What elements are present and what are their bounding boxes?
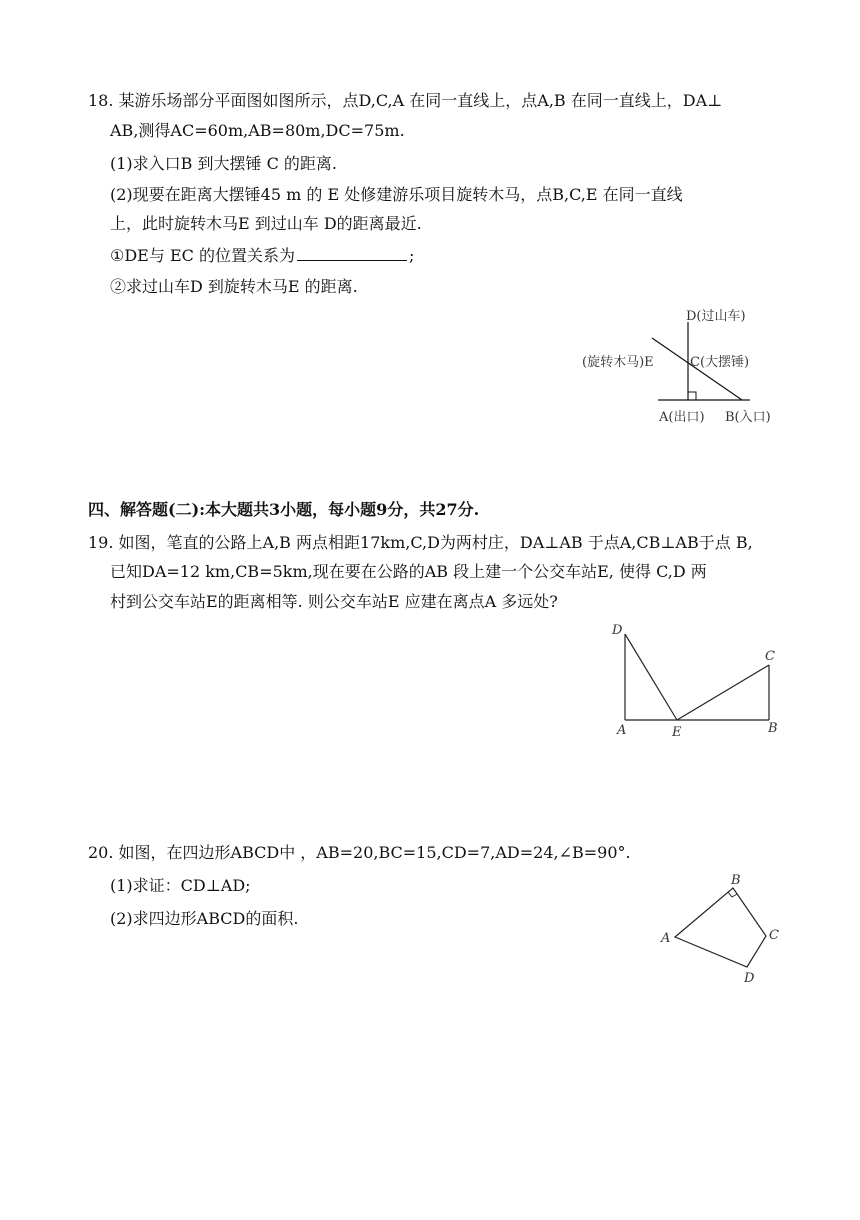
label-B: B(入口): [725, 410, 771, 425]
label-C: C: [765, 649, 775, 664]
label-C: C: [769, 928, 779, 943]
q19-line-1: 19. 如图，笔直的公路上A,B 两点相距17km,C,D为两村庄，DA⊥AB 于点A,CB⊥AB于点 B,: [88, 533, 753, 552]
segment-EC: [677, 665, 769, 720]
quadrilateral-ABCD: [675, 888, 766, 967]
q18-line-1: 18. 某游乐场部分平面图如图所示，点D,C,A 在同一直线上，点A,B 在同一直线上，DA⊥: [88, 91, 723, 110]
label-B: B: [731, 873, 741, 888]
q20-figure: [655, 870, 790, 990]
q18-part-2: (2)现要在距离大摆锤45 m 的 E 处修建游乐项目旋转木马，点B,C,E 在同一直线: [110, 185, 683, 204]
label-E: (旋转木马)E: [582, 355, 654, 370]
label-E: E: [672, 725, 682, 740]
q20-line-1: 20. 如图，在四边形ABCD中 ，AB=20,BC=15,CD=7,AD=24,∠B=90°.: [88, 843, 631, 862]
label-A: A: [661, 931, 671, 946]
label-C: C(大摆锤): [690, 355, 750, 370]
label-A: A(出口): [659, 410, 705, 425]
q18-sub-1-suffix: ;: [408, 246, 415, 265]
q19-line-3: 村到公交车站E的距离相等. 则公交车站E 应建在离点A 多远处?: [110, 592, 558, 611]
label-B: B: [768, 721, 778, 736]
q18-sub-1-text: ①DE与 EC 的位置关系为: [110, 246, 295, 265]
q19-line-2: 已知DA=12 km,CB=5km,现在要在公路的AB 段上建一个公交车站E, 使得 C,D 两: [110, 562, 707, 581]
label-D: D(过山车): [686, 309, 746, 324]
q20-part-1: (1)求证：CD⊥AD;: [110, 876, 251, 895]
q18-figure: [570, 300, 790, 430]
label-D: D: [744, 971, 755, 986]
segment-DE: [625, 634, 677, 720]
q18-part-1: (1)求入口B 到大摆锤 C 的距离.: [110, 154, 338, 173]
right-angle-mark: [688, 392, 696, 400]
q18-part-2-cont: 上，此时旋转木马E 到过山车 D的距离最近.: [110, 214, 422, 233]
q18-line-2: AB,测得AC=60m,AB=80m,DC=75m.: [110, 121, 405, 140]
section-4-title: 四、解答题(二):本大题共3小题，每小题9分，共27分.: [88, 500, 480, 519]
label-A: A: [617, 723, 627, 738]
q20-part-2: (2)求四边形ABCD的面积.: [110, 909, 299, 928]
q18-sub-2: ②求过山车D 到旋转木马E 的距离.: [110, 277, 358, 296]
label-D: D: [612, 623, 623, 638]
q18-sub-1: [110, 245, 414, 267]
q19-figure: [605, 620, 790, 745]
answer-blank[interactable]: [297, 246, 407, 261]
